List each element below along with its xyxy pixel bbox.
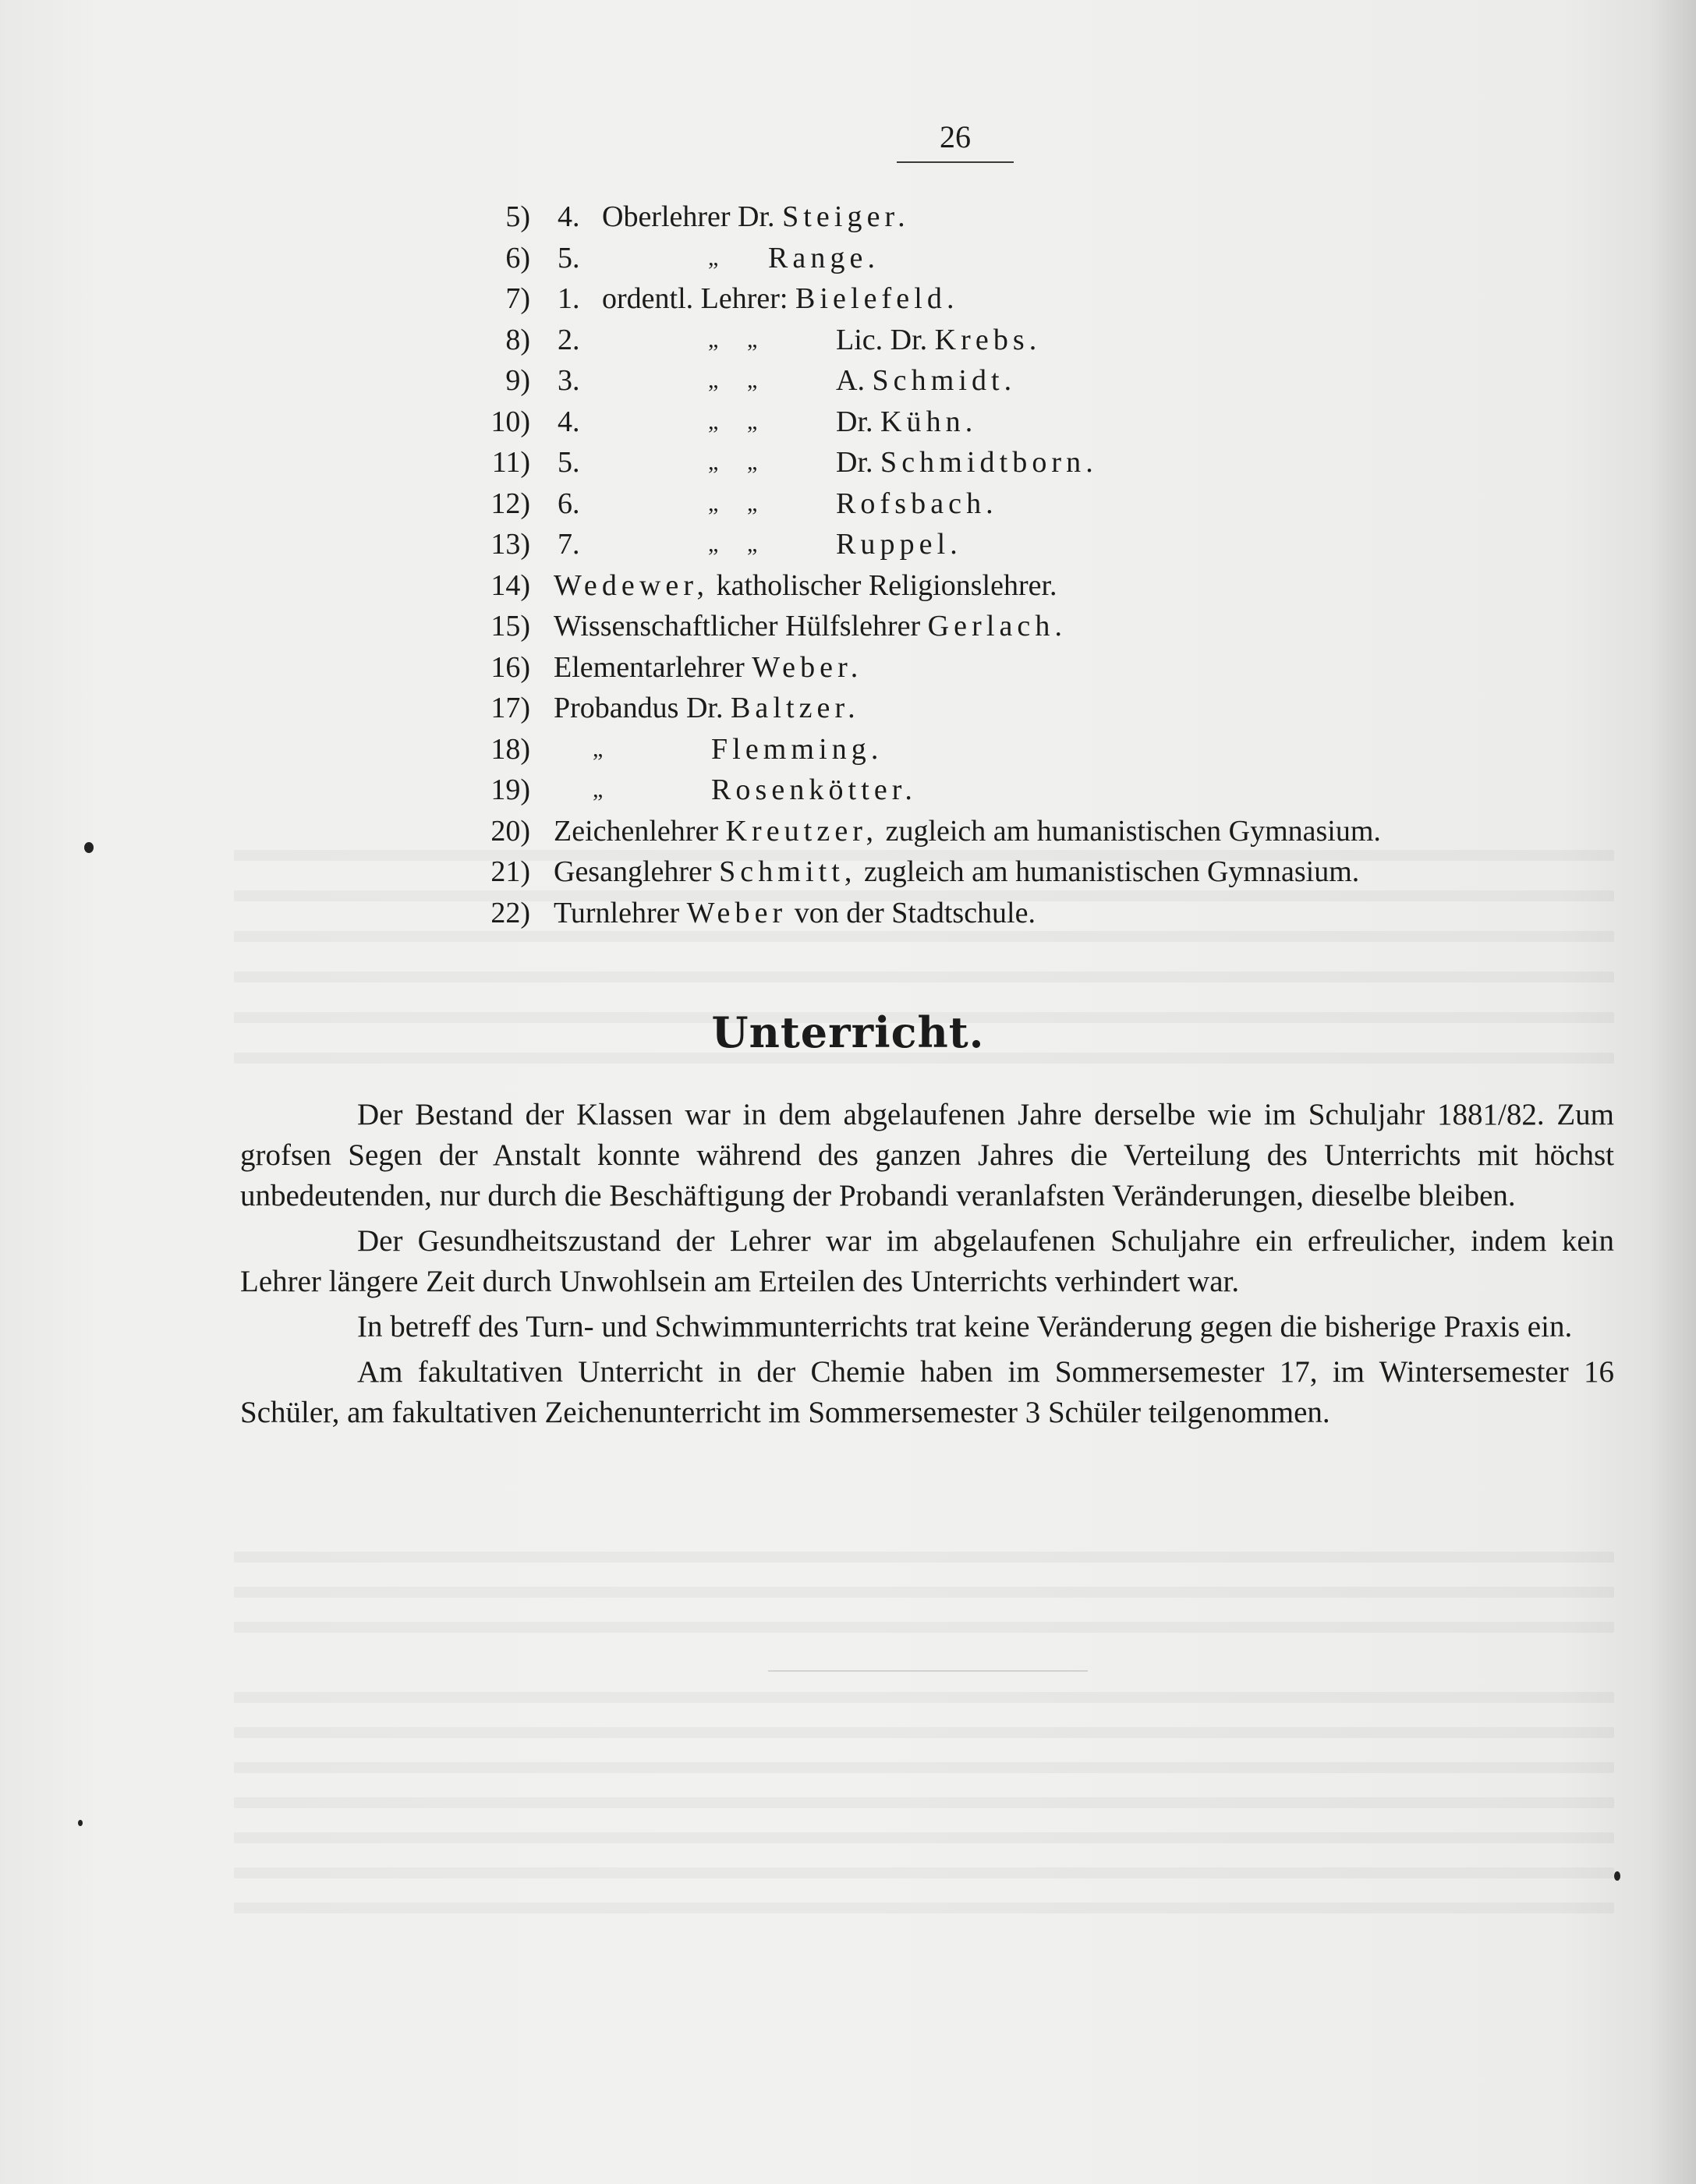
ditto-mark: „	[747, 531, 758, 557]
staff-list-item	[437, 524, 1606, 565]
item-number: 11)	[491, 446, 530, 479]
item-rank: 3.	[558, 364, 580, 397]
item-number: 12)	[490, 487, 530, 520]
bleed-through-line	[234, 972, 1614, 982]
item-number: 6)	[505, 241, 530, 274]
page-number: 26	[940, 119, 971, 154]
teacher-name: Weber	[686, 896, 788, 929]
ditto-mark: „	[708, 531, 719, 557]
staff-list-item	[437, 238, 1606, 279]
teacher-name: Flemming.	[711, 732, 883, 766]
item-rank: 7.	[558, 528, 580, 561]
item-rank: 6.	[558, 487, 580, 520]
bleed-through-line	[234, 1762, 1614, 1773]
ditto-mark: „	[747, 326, 758, 352]
item-number: 19)	[490, 773, 530, 806]
staff-list-item	[437, 565, 1606, 607]
bleed-through-line	[234, 1552, 1614, 1563]
item-text: Elementarlehrer Weber.	[554, 650, 863, 684]
staff-list-item	[437, 688, 1606, 729]
bleed-through-rule	[768, 1670, 1088, 1672]
item-number: 10)	[490, 405, 530, 438]
teacher-name: Bielefeld.	[795, 282, 959, 315]
staff-list-item	[437, 483, 1606, 525]
ditto-mark: „	[708, 408, 719, 434]
staff-list-item	[437, 402, 1606, 443]
teacher-name: Steiger.	[782, 200, 910, 233]
item-rank: 1.	[558, 282, 580, 315]
ditto-mark: „	[747, 490, 758, 516]
bleed-through-line	[234, 1903, 1614, 1913]
item-number: 16)	[490, 650, 530, 684]
item-title: Lic. Dr. Krebs.	[836, 323, 1042, 356]
paragraph: In betreff des Turn- und Schwimmunterrichts trat keine Veränderung gegen die bisherige Praxis ein.	[357, 1310, 1573, 1343]
item-number: 21)	[490, 855, 530, 888]
ditto-mark: „	[747, 449, 758, 475]
staff-list-item	[437, 770, 1606, 811]
item-number: 13)	[490, 528, 530, 561]
item-number: 22)	[490, 896, 530, 929]
teacher-name: Range.	[768, 241, 880, 274]
teacher-name: Wedewer,	[554, 568, 710, 602]
staff-list-item	[437, 893, 1606, 934]
item-text: Wedewer, katholischer Religionslehrer.	[554, 568, 1057, 602]
teacher-name: Rofsbach.	[836, 487, 998, 520]
bleed-through-line	[234, 1622, 1614, 1633]
staff-list-item	[437, 442, 1606, 483]
teacher-name: Krebs.	[934, 323, 1042, 356]
paragraph: Der Gesundheitszustand der Lehrer war im abgelaufenen Schuljahre ein erfreulicher, indem kein Lehrer längere Zeit durch Unwohlsein am Erteilen des Unterrichts verhindert war.	[240, 1224, 1614, 1298]
staff-list-item	[437, 606, 1606, 647]
teacher-name: Schmidt.	[872, 364, 1017, 397]
item-text: Gesanglehrer Schmitt, zugleich am humanistischen Gymnasium.	[554, 855, 1360, 888]
staff-list-item	[437, 320, 1606, 361]
item-rank: 5.	[558, 241, 580, 274]
ditto-mark: „	[747, 408, 758, 434]
item-text: Zeichenlehrer Kreutzer, zugleich am humanistischen Gymnasium.	[554, 814, 1381, 848]
item-number: 17)	[490, 692, 530, 724]
paragraph: Der Bestand der Klassen war in dem abgelaufenen Jahre derselbe wie im Schuljahr 1881/82. Zum grofsen Segen der Anstalt konnte während des ganzen Jahres die Verteilung des Unterrichts mit höchst unbedeutenden, nur durch die Beschäftigung der Probandi veranlafsten Veränderungen, dieselbe bleiben.	[240, 1098, 1614, 1212]
bleed-through-line	[234, 1692, 1614, 1703]
staff-list-item	[437, 811, 1606, 852]
item-title: ordentl. Lehrer: Bielefeld.	[602, 282, 959, 315]
teacher-name: Gerlach.	[927, 610, 1068, 642]
bleed-through-line	[234, 1797, 1614, 1808]
item-rank: 4.	[558, 405, 580, 438]
staff-list-item	[437, 360, 1606, 402]
bleed-through-line	[234, 1727, 1614, 1738]
item-number: 14)	[490, 568, 530, 602]
item-title: Dr. Schmidtborn.	[836, 446, 1098, 479]
bleed-through-line	[234, 1587, 1614, 1598]
staff-list-item	[437, 196, 1606, 238]
teacher-name: Rosenkötter.	[711, 773, 917, 806]
teacher-name: Weber.	[752, 650, 863, 684]
teacher-name: Kreutzer,	[725, 814, 879, 848]
ditto-mark: „	[747, 367, 758, 393]
item-text: Turnlehrer Weber von der Stadtschule.	[554, 896, 1036, 929]
teacher-name: Ruppel.	[836, 528, 962, 561]
staff-list	[437, 196, 1606, 933]
staff-list-item	[437, 647, 1606, 688]
item-title: Dr. Kühn.	[836, 405, 978, 438]
teacher-name: Schmitt,	[719, 855, 857, 888]
staff-list-item	[437, 729, 1606, 770]
teacher-name: Schmidtborn.	[880, 446, 1098, 479]
ditto-mark: „	[708, 326, 719, 352]
item-rank: 5.	[558, 446, 580, 479]
paper-speck	[1614, 1871, 1620, 1881]
staff-list-item	[437, 278, 1606, 320]
item-title: A. Schmidt.	[836, 364, 1017, 397]
ditto-mark: „	[593, 735, 604, 762]
item-text: Probandus Dr. Baltzer.	[554, 692, 860, 724]
item-rank: 4.	[558, 200, 580, 233]
ditto-mark: „	[708, 244, 719, 271]
paper-speck	[78, 1820, 83, 1826]
item-number: 20)	[490, 814, 530, 848]
section-heading: Unterricht.	[711, 1007, 985, 1057]
bleed-through-line	[234, 1867, 1614, 1878]
ditto-mark: „	[708, 490, 719, 516]
bleed-through-line	[234, 1832, 1614, 1843]
item-title: Oberlehrer Dr. Steiger.	[602, 200, 910, 233]
teacher-name: Kühn.	[880, 405, 978, 438]
ditto-mark: „	[708, 449, 719, 475]
ditto-mark: „	[593, 777, 604, 802]
item-number: 5)	[505, 200, 530, 233]
item-number: 8)	[505, 323, 530, 356]
item-number: 18)	[490, 732, 530, 766]
page-edge-shadow	[1649, 0, 1696, 2184]
item-number: 15)	[490, 610, 530, 642]
header-rule	[897, 161, 1014, 163]
paragraph: Am fakultativen Unterricht in der Chemie haben im Sommersemester 17, im Wintersemester 16 Schüler, am fakultativen Zeichenunterricht im Sommersemester 3 Schüler teilgenommen.	[240, 1355, 1614, 1429]
item-number: 9)	[505, 364, 530, 397]
ditto-mark: „	[708, 367, 719, 393]
item-number: 7)	[505, 282, 530, 315]
teacher-name: Baltzer.	[730, 692, 860, 724]
item-rank: 2.	[558, 323, 580, 356]
staff-list-item	[437, 851, 1606, 893]
item-text: Wissenschaftlicher Hülfslehrer Gerlach.	[554, 610, 1068, 642]
paper-speck	[84, 842, 94, 853]
body-text	[240, 1095, 1614, 1438]
